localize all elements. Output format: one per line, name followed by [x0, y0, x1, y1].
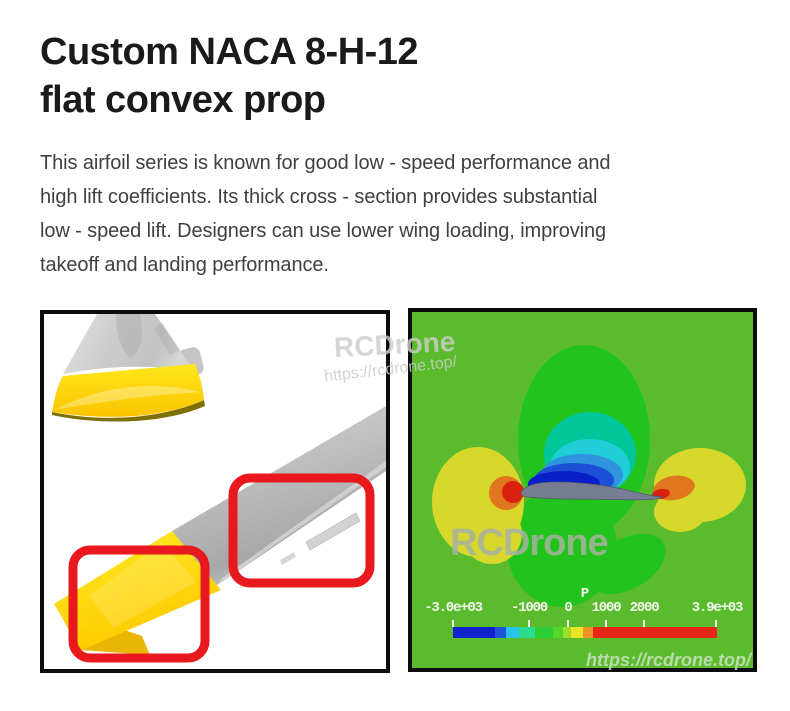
colorbar-tick-label: 2000: [629, 600, 659, 616]
body-paragraph: [40, 146, 610, 282]
colorbar-title: P: [580, 586, 590, 602]
prop-photo-illustration: [44, 314, 386, 669]
watermark-url: https://rcdrone.top/: [586, 650, 751, 670]
colorbar-tick: [643, 620, 645, 627]
colorbar-gradient: [453, 627, 717, 638]
colorbar-tick: [528, 620, 530, 627]
page-title: [40, 28, 418, 124]
cfd-pressure-figure: [408, 308, 757, 672]
watermark-brand: RCDrone: [333, 325, 457, 364]
contour-red-leading: [502, 481, 524, 503]
colorbar-tick: [715, 620, 717, 627]
colorbar-tick: [452, 620, 454, 627]
colorbar-tick-label: 3.9e+03: [691, 600, 743, 616]
colorbar-tick-label: -1000: [510, 600, 548, 616]
title-line-1: Custom NACA 8-H-12: [40, 31, 419, 73]
body-line: high lift coefficients. Its thick cross - section provides substantial: [40, 186, 598, 208]
colorbar-tick-label: 0: [564, 600, 572, 616]
colorbar-tick-label: -3.0e+03: [424, 600, 482, 616]
title-line-2: flat convex prop: [40, 79, 326, 121]
watermark-url: https://rcdrone.top/: [323, 353, 458, 386]
body-line: takeoff and landing performance.: [40, 254, 329, 276]
colorbar-tick: [567, 620, 569, 627]
colorbar-tick: [605, 620, 607, 627]
colorbar-tick-label: 1000: [591, 600, 621, 616]
watermark-brand: RCDrone: [450, 522, 608, 564]
body-line: low - speed lift. Designers can use lower wing loading, improving: [40, 220, 607, 242]
body-line: This airfoil series is known for good low - speed performance and: [40, 152, 611, 174]
prop-photo-figure: [40, 310, 390, 673]
